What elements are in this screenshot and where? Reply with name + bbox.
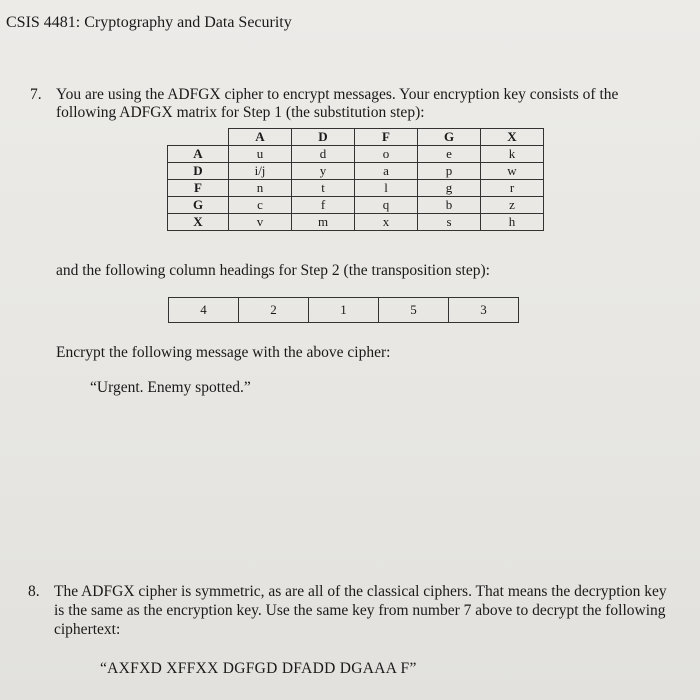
matrix-cell: s — [418, 214, 481, 231]
matrix-cell: r — [481, 180, 544, 197]
matrix-cell: z — [481, 197, 544, 214]
matrix-row-header: A — [168, 146, 229, 163]
question-number: 8. — [28, 583, 40, 600]
question-7 — [30, 86, 670, 122]
question-text: The ADFGX cipher is symmetric, as are all of the classical ciphers. That means the decryption key is the same as the encryption key. Use the same key from number 7 above to decrypt the following ciphertext: — [54, 583, 667, 638]
matrix-cell: c — [229, 197, 292, 214]
matrix-cell: m — [292, 214, 355, 231]
matrix-cell: o — [355, 146, 418, 163]
step2-text: and the following column headings for Step 2 (the transposition step): — [56, 262, 490, 279]
matrix-cell: i/j — [229, 163, 292, 180]
encrypt-instruction: Encrypt the following message with the above cipher: — [56, 344, 391, 361]
matrix-cell: e — [418, 146, 481, 163]
matrix-row-header: X — [168, 214, 229, 231]
matrix-cell: h — [481, 214, 544, 231]
column-key: 5 — [379, 298, 449, 323]
matrix-cell: w — [481, 163, 544, 180]
matrix-col-header: D — [292, 129, 355, 146]
column-key: 4 — [169, 298, 239, 323]
matrix-cell: t — [292, 180, 355, 197]
matrix-cell: f — [292, 197, 355, 214]
matrix-col-header: G — [418, 129, 481, 146]
matrix-cell: a — [355, 163, 418, 180]
adfgx-matrix — [167, 128, 544, 231]
question-text: You are using the ADFGX cipher to encrypt messages. Your encryption key consists of the following ADFGX matrix for Step 1 (the substitution step): — [56, 86, 619, 121]
matrix-cell: y — [292, 163, 355, 180]
matrix-cell: b — [418, 197, 481, 214]
matrix-cell: d — [292, 146, 355, 163]
matrix-cell: q — [355, 197, 418, 214]
column-key: 1 — [309, 298, 379, 323]
matrix-col-header: F — [355, 129, 418, 146]
matrix-row-header: F — [168, 180, 229, 197]
matrix-col-header: X — [481, 129, 544, 146]
question-number: 7. — [30, 86, 42, 103]
column-key: 2 — [239, 298, 309, 323]
matrix-row-header: D — [168, 163, 229, 180]
matrix-row-header: G — [168, 197, 229, 214]
column-key: 3 — [449, 298, 519, 323]
matrix-cell: n — [229, 180, 292, 197]
matrix-cell: l — [355, 180, 418, 197]
question-8 — [28, 582, 680, 639]
matrix-cell: g — [418, 180, 481, 197]
matrix-corner — [168, 129, 229, 146]
matrix-col-header: A — [229, 129, 292, 146]
ciphertext: “AXFXD XFFXX DGFGD DFADD DGAAA F” — [100, 660, 417, 677]
plaintext-message: “Urgent. Enemy spotted.” — [90, 379, 251, 396]
course-header: CSIS 4481: Cryptography and Data Security — [6, 14, 292, 31]
column-key-table — [168, 297, 519, 323]
matrix-cell: v — [229, 214, 292, 231]
matrix-cell: u — [229, 146, 292, 163]
matrix-cell: x — [355, 214, 418, 231]
matrix-cell: k — [481, 146, 544, 163]
matrix-cell: p — [418, 163, 481, 180]
